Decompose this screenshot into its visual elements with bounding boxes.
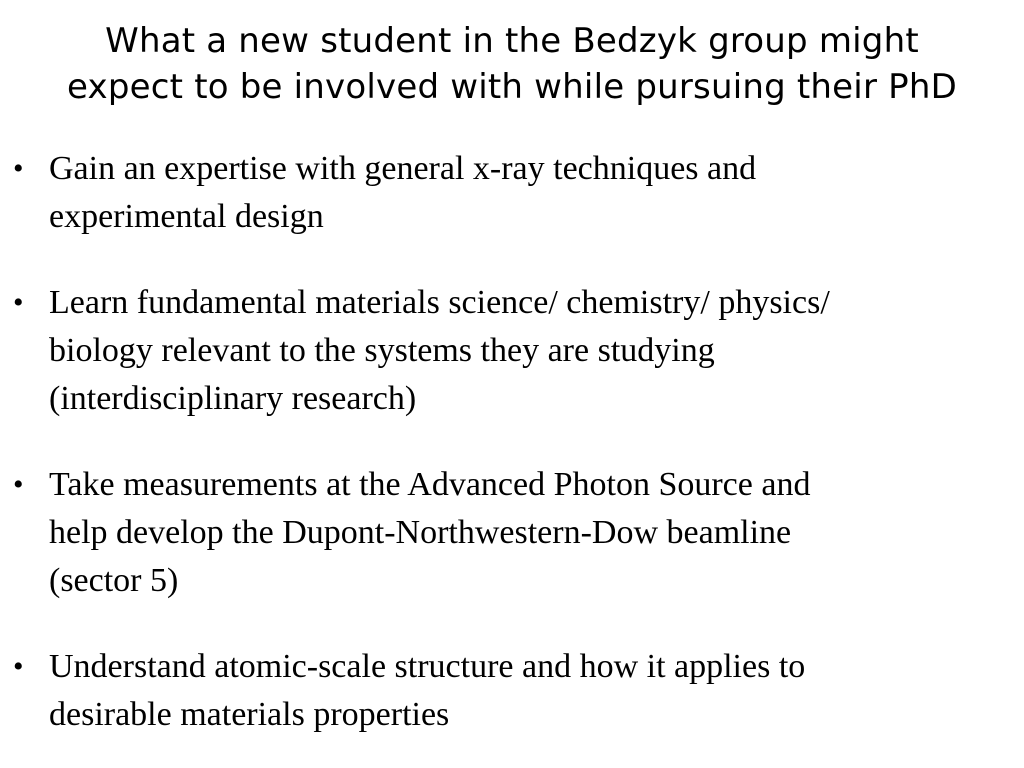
bullet-icon: • xyxy=(13,286,24,319)
bullet-text xyxy=(49,461,984,605)
bullet-line: Gain an expertise with general x-ray techniques and xyxy=(49,150,757,187)
bullet-item xyxy=(0,145,1024,241)
bullet-item xyxy=(0,461,1024,605)
bullet-line: help develop the Dupont-Northwestern-Dow beamline xyxy=(49,514,792,551)
title-line: What a new student in the Bedzyk group might xyxy=(105,21,919,61)
bullet-text xyxy=(49,279,984,423)
bullet-icon: • xyxy=(13,468,24,501)
bullet-icon: • xyxy=(13,152,24,185)
bullet-line: biology relevant to the systems they are studying xyxy=(49,332,715,369)
bullet-icon: • xyxy=(13,650,24,683)
bullet-line: Learn fundamental materials science/ chemistry/ physics/ xyxy=(49,284,830,321)
bullet-line: (interdisciplinary research) xyxy=(49,380,417,417)
bullet-item xyxy=(0,643,1024,739)
slide-title xyxy=(0,18,1024,110)
title-line: expect to be involved with while pursuing their PhD xyxy=(67,67,957,107)
bullet-line: desirable materials properties xyxy=(49,696,450,733)
bullet-list xyxy=(0,145,1024,768)
bullet-item xyxy=(0,279,1024,423)
bullet-line: Take measurements at the Advanced Photon Source and xyxy=(49,466,811,503)
bullet-line: Understand atomic-scale structure and how it applies to xyxy=(49,648,806,685)
bullet-text xyxy=(49,643,984,739)
bullet-text xyxy=(49,145,984,241)
bullet-line: (sector 5) xyxy=(49,562,179,599)
bullet-line: experimental design xyxy=(49,198,324,235)
